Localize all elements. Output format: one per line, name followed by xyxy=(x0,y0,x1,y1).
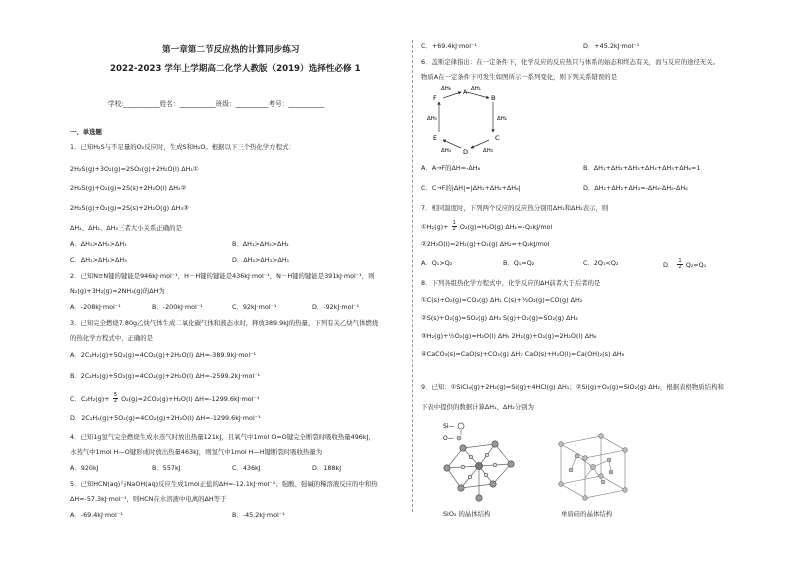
edge-c-d xyxy=(471,140,489,148)
q4-option-a[interactable]: A．920kJ xyxy=(70,464,99,472)
q7-option-a[interactable]: A．Q₁>Q₂ xyxy=(421,259,453,267)
q8-line1: 8．下列各组热化学方程式中，化学反应的ΔH前者大于后者的是 xyxy=(421,279,601,287)
edge-label-3: ΔH₃ xyxy=(483,148,493,154)
q1-question: ΔH₁、ΔH₂、ΔH₃三者大小关系正确的是 xyxy=(70,224,182,232)
q9-line2: 下表中提供的数据计算ΔH₁、ΔH₂分别为 xyxy=(421,403,534,411)
q7-option-d-suffix: Q₂=Q₁ xyxy=(685,260,707,269)
si-atoms xyxy=(559,434,628,501)
legend-si-atom xyxy=(458,423,464,429)
q2-option-c[interactable]: C．92kJ·mol⁻¹ xyxy=(232,303,277,311)
q7-reaction1-fraction xyxy=(452,221,457,233)
section-heading: 一、单选题 xyxy=(70,128,102,136)
q5-option-a[interactable]: A．-69.4kJ·mol⁻¹ xyxy=(70,511,123,519)
q6-option-c[interactable]: C．C→F的|ΔH|=|ΔH₁+ΔH₂+ΔH₆| xyxy=(421,184,521,192)
q3-option-c-denominator: 2 xyxy=(113,398,118,405)
q4-option-b[interactable]: B．557kJ xyxy=(152,464,181,472)
silicon-crystal-structure xyxy=(541,430,641,506)
q7-option-c[interactable]: C．2Q₁<Q₂ xyxy=(583,259,619,267)
q1-stem: 1．已知H₂S与不足量的O₂反应时，生成S和H₂O。根据以下三个热化学方程式： xyxy=(70,143,295,151)
silicon-caption: 单质硅的晶体结构 xyxy=(561,510,613,518)
q7-reaction1-denominator: 2 xyxy=(452,226,456,233)
q4-line1: 4．已知1g氢气完全燃烧生成水蒸气时放出热量121kJ，且氧气中1mol O=O键完全断裂时吸收热量496kJ， xyxy=(70,433,375,441)
q7-reaction1-suffix: O₂(g)=H₂O(g) ΔH₁=-Q₁kJ/mol xyxy=(459,222,553,231)
node-e: E xyxy=(433,134,438,142)
q3-option-c-numerator: 5 xyxy=(113,392,118,398)
legend-o-label: O— xyxy=(443,435,454,442)
node-b: B xyxy=(491,94,496,102)
q4-option-d[interactable]: D．188kJ xyxy=(312,464,342,472)
column-divider xyxy=(412,40,413,512)
q3-option-b[interactable]: B．2C₂H₂(g)+5O₂(g)=4CO₂(g)+2H₂O(l) ΔH=-2599.2kJ·mol⁻¹ xyxy=(70,372,261,380)
q2-line2: N₂(g)+3H₂(g)=2NH₃(g)的ΔH为 xyxy=(70,287,165,295)
worksheet-subtitle: 2022-2023 学年上学期高二化学人教版（2019）选择性必修 1 xyxy=(110,64,361,74)
q8-group3: ③H₂(g)+½O₂(g)=H₂O(l) ΔH₅ 2H₂(g)+O₂(g)=2H₂O(l) ΔH₆ xyxy=(421,332,597,340)
q8-group4: ④CaCO₃(s)=CaO(s)+CO₂(g) ΔH₇ CaO(s)+H₂O(l)=Ca(OH)₂(s) ΔH₈ xyxy=(421,350,625,358)
edge-label-4: ΔH₄ xyxy=(441,148,451,154)
q3-option-a[interactable]: A．2C₂H₂(g)+5O₂(g)=4CO₂(g)+2H₂O(l) ΔH=-389.9kJ·mol⁻¹ xyxy=(70,351,257,359)
edge-f-a xyxy=(443,92,461,98)
edge-d-e xyxy=(443,140,461,148)
q2-line1: 2．已知N≡N键的键能是946kJ·mol⁻¹，H－H键的键能是436kJ·mol⁻¹，N－H键的键能是391kJ·mol⁻¹，则 xyxy=(70,272,375,280)
q5-option-b[interactable]: B．-45.2kJ·mol⁻¹ xyxy=(232,511,285,519)
q6-line2: 物质A在一定条件下可发生如图所示一系列变化，则下列关系错误的是 xyxy=(421,73,618,81)
edge-label-5: ΔH₅ xyxy=(427,116,437,122)
q3-option-c[interactable] xyxy=(70,393,259,405)
q4-line2: 水蒸气中1mol H—O键形成时放出热量463kJ，则氢气中1mol H—H键断裂时吸收热量为 xyxy=(70,448,323,456)
q8-group1: ①C(s)+O₂(g)=CO₂(g) ΔH₁ C(s)+½O₂(g)=CO(g) ΔH₂ xyxy=(421,296,583,304)
q2-option-b[interactable]: B．-200kJ·mol⁻¹ xyxy=(152,303,203,311)
node-d: D xyxy=(463,148,469,156)
q5-line2: ΔH=-57.3kJ·mol⁻¹，则HCN在水溶液中电离的ΔH等于 xyxy=(70,495,227,503)
worksheet-title: 第一章第二节反应热的计算同步练习 xyxy=(162,45,300,55)
node-c: C xyxy=(495,134,500,142)
q6-option-b[interactable]: B．ΔH₁+ΔH₂+ΔH₃+ΔH₄+ΔH₅+ΔH₆=1 xyxy=(583,164,701,172)
q9-line1: 9．已知：①SiCl₄(g)+2H₂(g)=Si(g)+4HCl(g) ΔH₁；②Si(g)+O₂(g)=SiO₂(g) ΔH₂，根据表格物质结构和 xyxy=(421,383,724,391)
q3-option-c-fraction xyxy=(113,393,118,405)
q4-option-c[interactable]: C．436kJ xyxy=(232,464,261,472)
q7-line1: 7．相同温度时，下列两个反应的反应热分别用ΔH₁和ΔH₂表示，则 xyxy=(421,204,609,212)
q7-option-d-prefix: D． xyxy=(663,260,675,269)
legend-o-atom xyxy=(457,436,461,440)
edge-label-1: ΔH₁ xyxy=(471,86,481,92)
edge-label-2: ΔH₂ xyxy=(497,116,507,122)
q1-option-a[interactable]: A．ΔH₃>ΔH₂>ΔH₁ xyxy=(70,240,127,248)
legend-si-label: Si— xyxy=(443,423,455,430)
q5-option-c[interactable]: C．+69.4kJ·mol⁻¹ xyxy=(421,42,477,50)
q1-eq2: 2H₂S(g)+O₂(g)=2S(s)+2H₂O(l) ΔH₂② xyxy=(70,184,187,192)
q6-option-a[interactable]: A．A→F的ΔH=-ΔH₆ xyxy=(421,164,481,172)
q7-option-d-fraction xyxy=(677,259,682,271)
node-a: A xyxy=(463,88,468,96)
hess-cycle-diagram xyxy=(427,84,515,156)
sio2-lattice xyxy=(447,444,511,498)
q7-reaction1-prefix: ①H₂(g)+ xyxy=(421,222,449,231)
q6-line1: 6．盖斯定律指出：在一定条件下，化学反应的反应热只与体系的始态和终态有关，而与反应的途径无关。 xyxy=(421,58,720,66)
q2-option-d[interactable]: D．-92kJ·mol⁻¹ xyxy=(312,303,360,311)
q3-option-c-suffix: O₂(g)=2CO₂(g)+H₂O(l) ΔH=-1299.6kJ·mol⁻¹ xyxy=(121,394,260,403)
q1-eq3: 2H₂S(g)+O₂(g)=2S(s)+2H₂O(g) ΔH₃③ xyxy=(70,204,189,212)
edge-a-b xyxy=(467,92,489,98)
q3-line1: 3．已知完全燃烧7.80g乙炔气体生成二氧化碳气体和液态水时，释放389.9kJ的热量，下列有关乙炔气体燃烧 xyxy=(70,319,379,327)
q7-reaction1-numerator: 1 xyxy=(452,220,456,226)
q3-option-c-prefix: C．C₂H₂(g)+ xyxy=(70,394,110,403)
q1-option-d[interactable]: D．ΔH₂>ΔH₃>ΔH₁ xyxy=(232,256,290,264)
sio2-caption: SiO₂ 的晶体结构 xyxy=(443,510,491,518)
node-f: F xyxy=(433,94,437,102)
q3-option-d[interactable]: D．2C₂H₂(g)+5O₂(g)=4CO₂(g)+2H₂O(l) ΔH=-1299.6kJ·mol⁻¹ xyxy=(70,414,261,422)
q2-option-a[interactable]: A．-208kJ·mol⁻¹ xyxy=(70,303,121,311)
q8-group2: ②S(s)+O₂(g)=SO₂(g) ΔH₃ S(g)+O₂(g)=SO₂(g) ΔH₄ xyxy=(421,314,578,322)
q1-option-c[interactable]: C．ΔH₁>ΔH₂>ΔH₃ xyxy=(70,256,127,264)
student-info-line: 学校:___________姓名：___________班级：__________考号：___________ xyxy=(108,100,325,108)
q7-option-d-numerator: 1 xyxy=(678,258,682,264)
edge-label-6: ΔH₆ xyxy=(441,86,451,92)
q7-reaction1 xyxy=(421,221,552,233)
q5-option-d[interactable]: D．+45.2kJ·mol⁻¹ xyxy=(583,42,640,50)
q7-option-b[interactable]: B．Q₁=Q₂ xyxy=(503,259,535,267)
q3-line2: 的热化学方程式中，正确的是 xyxy=(70,334,154,342)
q7-option-d[interactable] xyxy=(663,259,706,271)
q1-eq1: 2H₂S(g)+3O₂(g)=2SO₂(g)+2H₂O(l) ΔH₁① xyxy=(70,165,199,173)
q6-option-d[interactable]: D．ΔH₁+ΔH₂+ΔH₃=-ΔH₄-ΔH₅-ΔH₆ xyxy=(583,184,688,192)
q5-line1: 5．已知HCN(aq)与NaOH(aq)反应生成1mol正盐的ΔH=-12.1kJ·mol⁻¹；强酸、强碱的稀溶液反应的中和热 xyxy=(70,480,378,488)
q1-option-b[interactable]: B．ΔH₁>ΔH₃>ΔH₂ xyxy=(232,240,289,248)
q7-option-d-denominator: 2 xyxy=(678,264,682,271)
q7-reaction2: ②2H₂O(l)=2H₂(g)+O₂(g) ΔH₂=+Q₂kJ/mol xyxy=(421,240,550,248)
sio2-crystal-structure xyxy=(433,418,533,508)
